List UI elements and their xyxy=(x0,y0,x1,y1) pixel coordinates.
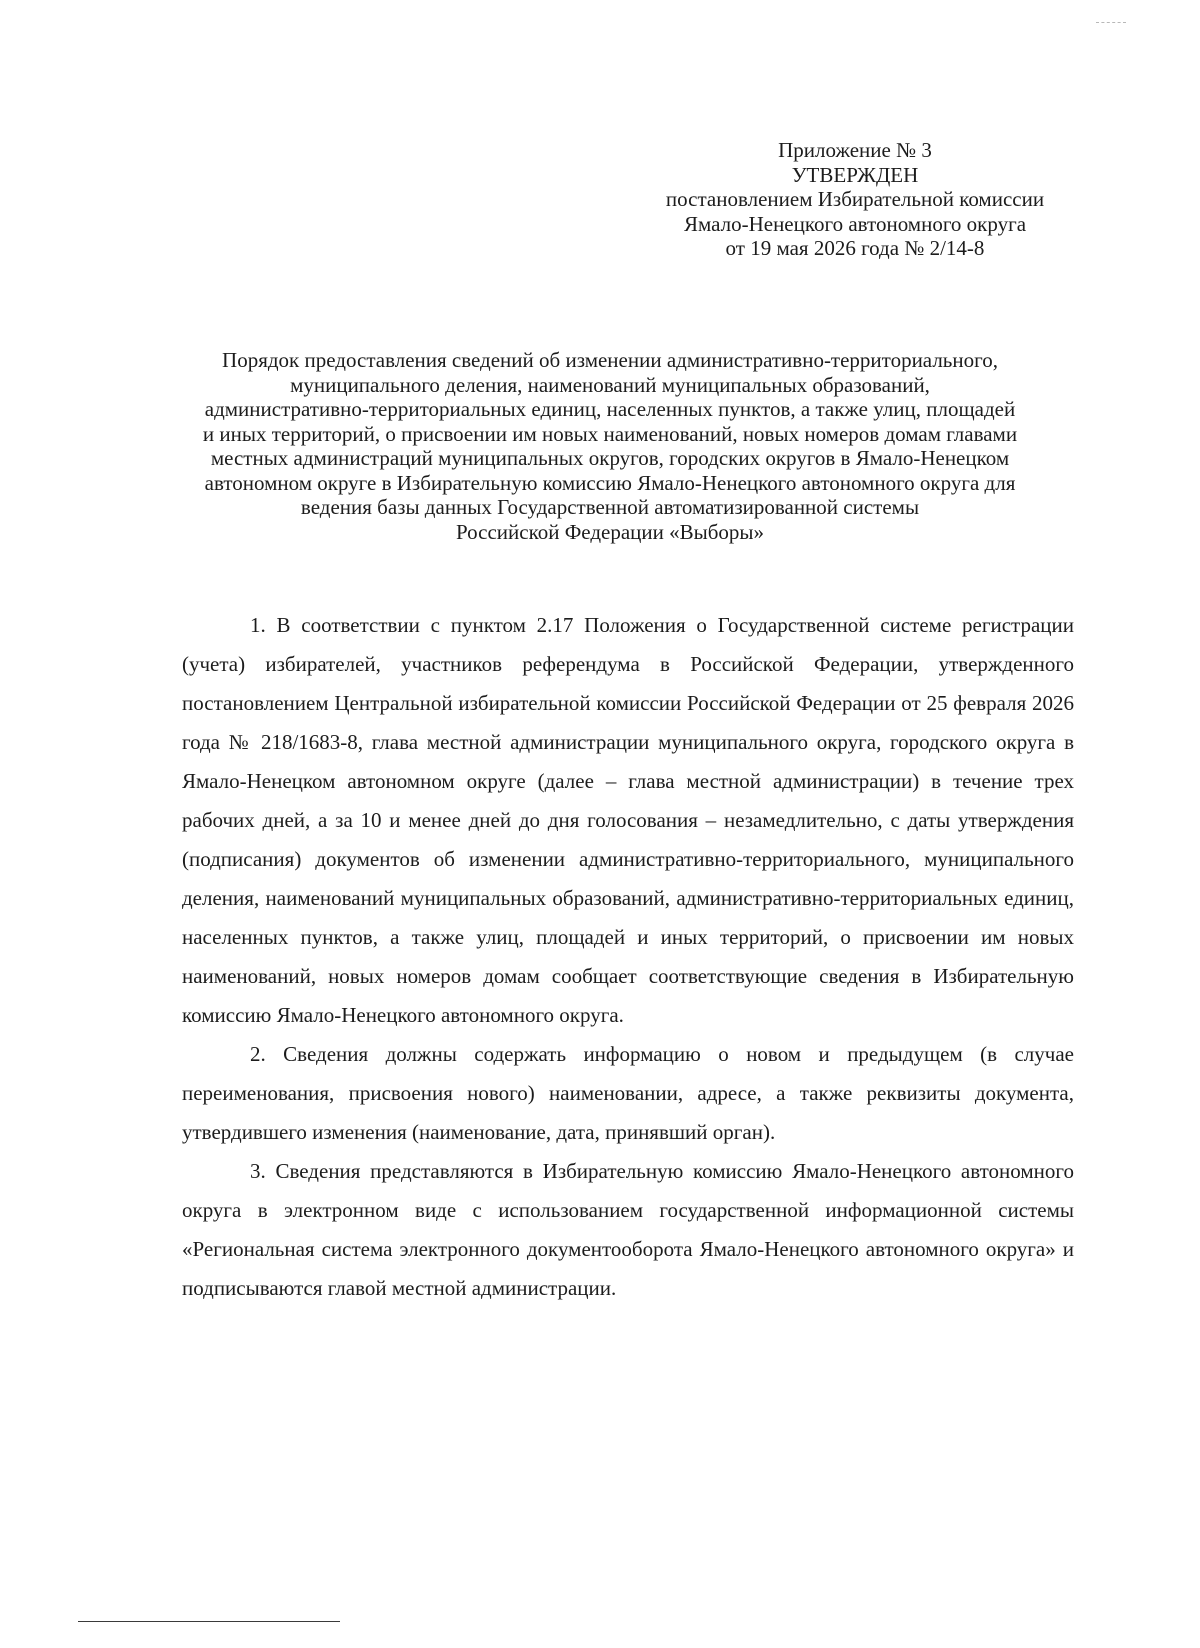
footnote-divider xyxy=(78,1621,340,1622)
title-line: административно-территориальных единиц, населенных пунктов, а также улиц, площадей xyxy=(204,397,1016,421)
approved-by-region: Ямало-Ненецкого автономного округа xyxy=(683,211,1027,236)
scan-artifact xyxy=(1096,22,1126,23)
paragraph-2: 2. Сведения должны содержать информацию о новом и предыдущем (в случае переименования, присвоения нового) наименовании, адресе, а также реквизиты документа, утвердившего изменения (наименование, дата, принявший орган). xyxy=(182,1042,1074,1144)
title-line: Российской Федерации «Выборы» xyxy=(455,519,765,544)
title-line: автономном округе в Избирательную комиссию Ямало-Ненецкого автономного округа для xyxy=(204,470,1016,495)
appendix-number: Приложение № 3 xyxy=(778,138,932,162)
approved-label: УТВЕРЖДЕН xyxy=(791,162,919,187)
document-title xyxy=(140,348,1080,544)
title-line: Порядок предоставления сведений об изменении административно-территориального, xyxy=(222,348,998,372)
approved-by-line: постановлением Избирательной комиссии xyxy=(665,187,1045,211)
title-line: и иных территорий, о присвоении им новых наименований, новых номеров домам главами xyxy=(202,421,1018,446)
title-line: местных администраций муниципальных округов, городских округов в Ямало-Ненецком xyxy=(210,446,1010,470)
paragraph-1: 1. В соответствии с пунктом 2.17 Положения о Государственной системе регистрации (учета) избирателей, участников референдума в Российской Федерации, утвержденного постановлением Центральной избирательной комиссии Российской Федерации от 25 февраля 2026 года № 218/1683-8, глава местной администрации муниципального округа, городского округа в Ямало-Ненецком автономном округе (далее – глава местной администрации) в течение трех рабочих дней, а за 10 и менее дней до дня голосования – незамедлительно, с даты утверждения (подписания) документов об изменении административно-территориального, муниципального деления, наименований муниципальных образований, административно-территориальных единиц, населенных пунктов, а также улиц, площадей и иных территорий, о присвоении им новых наименований, новых номеров домам сообщает соответствующие сведения в Избирательную комиссию Ямало-Ненецкого автономного округа. xyxy=(182,613,1074,1027)
document-body xyxy=(182,606,1074,1308)
approval-date-number: от 19 мая 2026 года № 2/14-8 xyxy=(725,236,985,260)
title-line: муниципального деления, наименований муниципальных образований, xyxy=(290,372,930,397)
title-line: ведения базы данных Государственной автоматизированной системы xyxy=(300,495,920,519)
approval-stamp-block xyxy=(600,138,1110,261)
paragraph-3: 3. Сведения представляются в Избирательную комиссию Ямало-Ненецкого автономного округа в электронном виде с использованием государственной информационной системы «Региональная система электронного документооборота Ямало-Ненецкого автономного округа» и подписываются главой местной администрации. xyxy=(182,1159,1074,1300)
